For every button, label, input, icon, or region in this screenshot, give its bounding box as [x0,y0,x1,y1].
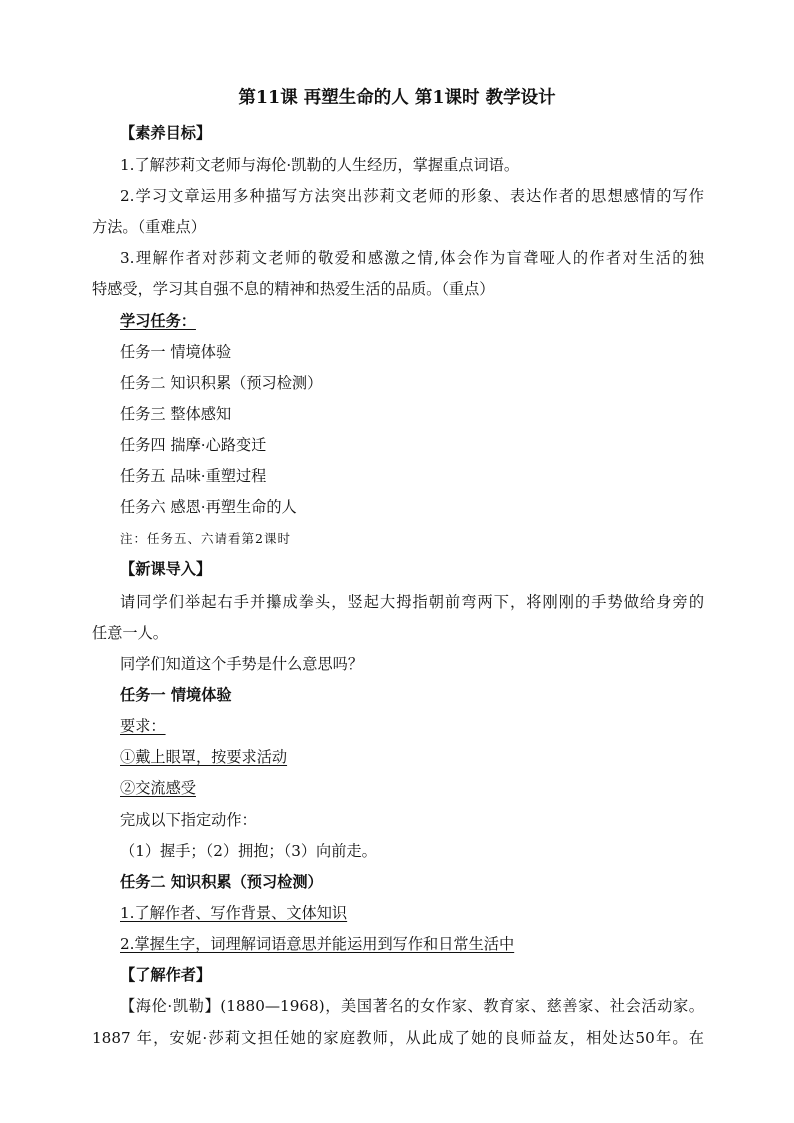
intro-paragraph-1-line-2: 任意一人。 [92,624,168,642]
task1-heading: 任务一 情境体验 [120,686,232,704]
task2-item-1: 1.了解作者、写作背景、文体知识 [120,904,348,922]
intro-heading: 【新课导入】 [120,560,212,578]
intro-paragraph-2: 同学们知道这个手势是什么意思吗？ [120,655,363,673]
task1-requirement-2: ②交流感受 [120,779,196,797]
task-list-item: 任务四 揣摩·心路变迁 [120,436,267,454]
goal-2-line-1: 2.学习文章运用多种描写方法突出莎莉文老师的形象、表达作者的思想感情的写作 [120,187,704,205]
goal-3-line-1: 3.理解作者对莎莉文老师的敬爱和感激之情,体会作为盲聋哑人的作者对生活的独 [120,249,704,267]
task1-action-label: 完成以下指定动作： [120,811,257,829]
goal-2-line-2: 方法。（重难点） [92,218,206,236]
task-list-item: 任务一 情境体验 [120,343,232,361]
task1-actions: （1）握手；（2）拥抱；（3）向前走。 [120,842,377,860]
tasks-note: 注：任务五、六请看第2课时 [120,531,291,546]
task-list-item: 任务六 感恩·再塑生命的人 [120,498,297,516]
goal-1: 1.了解莎莉文老师与海伦·凯勒的人生经历，掌握重点词语。 [120,156,520,174]
task2-item-2: 2.掌握生字，词理解词语意思并能运用到写作和日常生活中 [120,935,515,953]
task1-requirement-label: 要求： [120,717,166,735]
task-list-item: 任务三 整体感知 [120,405,232,423]
intro-paragraph-1-line-1: 请同学们举起右手并攥成拳头，竖起大拇指朝前弯两下，将刚刚的手势做给身旁的 [120,593,704,611]
tasks-heading: 学习任务： [120,312,196,330]
task1-requirement-1: ①戴上眼罩，按要求活动 [120,748,288,766]
task2-heading: 任务二 知识积累（预习检测） [120,873,323,891]
task-list-item: 任务二 知识积累（预习检测） [120,374,323,392]
task-list-item: 任务五 品味·重塑过程 [120,467,267,485]
author-heading: 【了解作者】 [120,966,212,984]
goal-3-line-2: 特感受，学习其自强不息的精神和热爱生活的品质。（重点） [92,280,495,298]
page-title: 第11课 再塑生命的人 第1课时 教学设计 [238,88,556,108]
goals-heading: 【素养目标】 [120,124,212,142]
author-paragraph-line-2: 1887 年，安妮·莎莉文担任她的家庭教师，从此成了她的良师益友，相处达50年。在 [92,1029,704,1047]
author-paragraph-line-1: 【海伦·凯勒】(1880—1968)，美国著名的女作家、教育家、慈善家、社会活动家。 [120,997,704,1015]
